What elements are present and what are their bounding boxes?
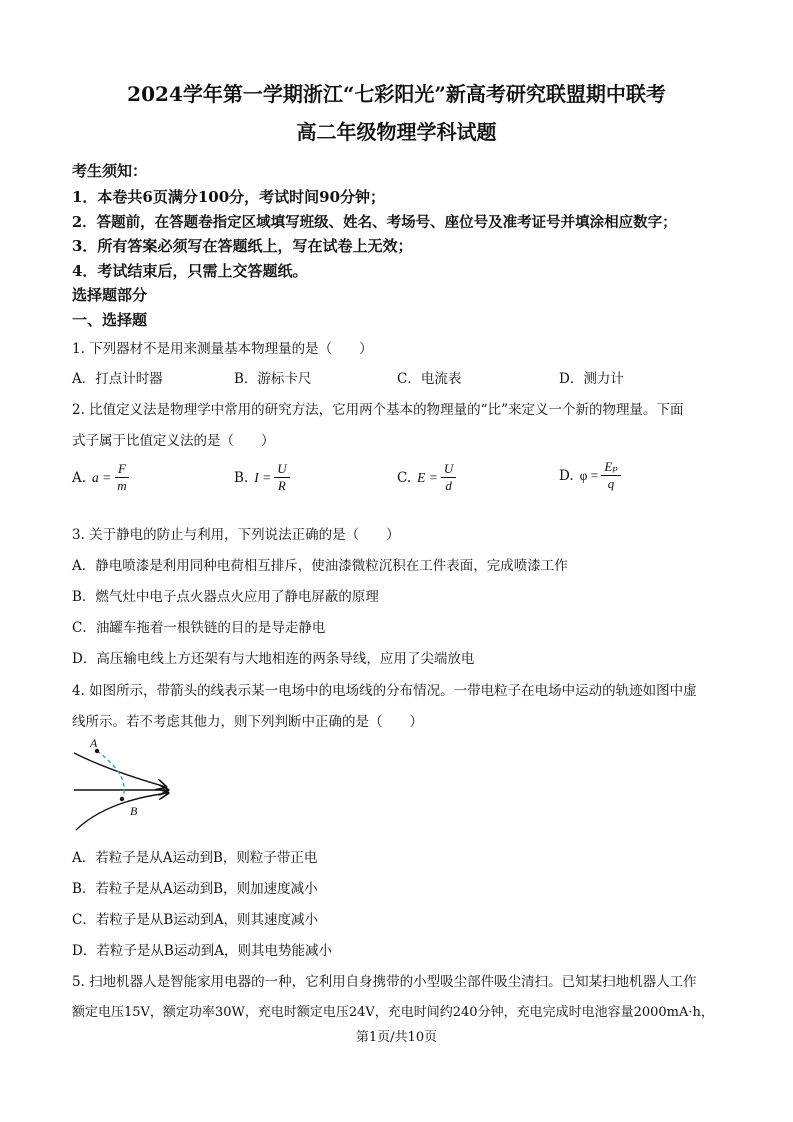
electric-field-figure [70,735,180,835]
label-a: A [90,736,98,750]
point-b [120,797,124,801]
question-4-stem: 4. 如图所示，带箭头的线表示某一电场中的电场线的分布情况。一带电粒子在电场中运动的轨迹如图中虚 [72,683,697,699]
q3-option-b: B．燃气灶中电子点火器点火应用了静电屏蔽的原理 [72,589,379,605]
q2-option-d: D. φ = $\frac{\text{Eₚ}}{q}$ [559,459,621,492]
notice-item: 2．答题前，在答题卷指定区域填写班级、姓名、考场号、座位号及准考证号并填涂相应数字； [72,214,677,231]
q3-option-d: D．高压输电线上方还架有与大地相连的两条导线，应用了尖端放电 [72,651,475,667]
q2-option-b: B. I = $\frac{U}{R}$ [234,461,290,494]
q3-option-a: A．静电喷漆是利用同种电荷相互排斥，使油漆微粒沉积在工件表面，完成喷漆工作 [72,558,568,574]
question-5-stem-cont: 额定电压15V，额定功率30W，充电时额定电压24V，充电时间约240分钟，充电完成时电池容量2000mA·h， [72,1005,714,1020]
q1-option-d: D．测力计 [559,371,624,387]
section-part: 选择题部分 [72,286,148,304]
field-line [74,753,166,787]
q4-option-c: C．若粒子是从B运动到A，则其速度减小 [72,912,318,928]
label-b: B [130,804,138,818]
q4-option-a: A．若粒子是从A运动到B，则粒子带正电 [72,850,318,866]
q3-option-c: C．油罐车拖着一根铁链的目的是导走静电 [72,620,326,636]
exam-title: 2024学年第一学期浙江“七彩阳光”新高考研究联盟期中联考 [127,82,666,106]
question-2-stem: 2. 比值定义法是物理学中常用的研究方法，它用两个基本的物理量的“比”来定义一个新的物理量。下面 [72,402,684,418]
question-1-stem: 1. 下列器材不是用来测量基本物理量的是（ ） [72,341,373,357]
notice-item: 1．本卷共6页满分100分，考试时间90分钟； [72,188,386,206]
q2-option-c: C. E = $\frac{U}{d}$ [397,461,456,494]
page-number: 第1页/共10页 [355,1030,438,1045]
question-3-stem: 3. 关于静电的防止与利用，下列说法正确的是（ ） [72,527,400,543]
question-2-stem-cont: 式子属于比值定义法的是（ ） [72,433,275,449]
notice-item: 4．考试结束后，只需上交答题纸。 [72,262,308,280]
q1-option-c: C．电流表 [397,371,462,387]
notice-item: 3．所有答案必须写在答题纸上，写在试卷上无效； [72,237,413,255]
section-heading: 一、选择题 [72,311,148,329]
exam-subtitle: 高二年级物理学科试题 [296,120,497,144]
q1-option-b: B．游标卡尺 [234,371,312,387]
particle-trajectory [97,751,124,799]
question-5-stem: 5. 扫地机器人是智能家用电器的一种，它利用自身携带的小型吸尘部件吸尘清扫。已知某扫地机器人工作 [72,974,697,990]
q1-option-a: A．打点计时器 [72,371,163,387]
q4-option-d: D．若粒子是从B运动到A，则其电势能减小 [72,943,332,959]
q4-option-b: B．若粒子是从A运动到B，则加速度减小 [72,881,318,897]
q2-option-a: A. a = $\frac{F}{m}$ [72,461,130,494]
notice-heading: 考生须知： [72,162,148,180]
question-4-stem-cont: 线所示。若不考虑其他力，则下列判断中正确的是（ ） [72,714,423,730]
